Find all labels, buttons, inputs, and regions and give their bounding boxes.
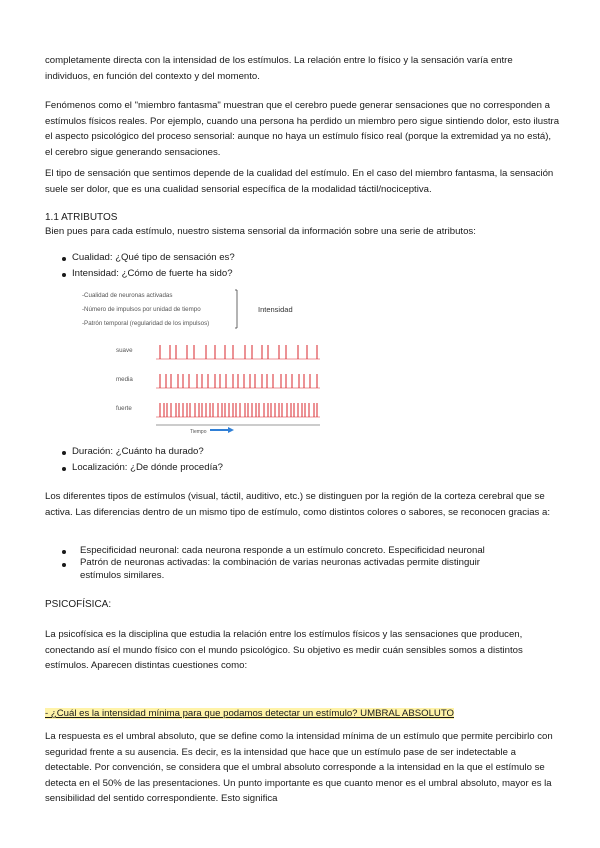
paragraph-sensation-quality: El tipo de sensación que sentimos depende de la cualidad del estímulo. En el caso del miembro fantasma, la sensación suele ser dolor, que es una cualidad sensorial específica de la modalidad táctil/nociceptiva. (45, 168, 554, 195)
arrow-head-icon (228, 427, 234, 433)
intensity-coding-figure (80, 287, 325, 439)
bullet-dot (62, 467, 66, 471)
highlighted-question: - ¿Cuál es la intensidad mínima para que podamos detectar un estímulo? UMBRAL ABSOLUTO (45, 708, 454, 719)
figure-list-item-1: -Cualidad de neuronas activadas (82, 292, 173, 299)
attribute-duration: Duración: ¿Cuánto ha durado? (72, 446, 204, 457)
bullet-dot (62, 273, 66, 277)
row-label-soft: suave (116, 347, 133, 354)
bullet-dot (62, 550, 66, 554)
paragraph-umbral-absoluto: La respuesta es el umbral absoluto, que se define como la intensidad mínima de un estímulo que permite percibirlo con seguridad frente a su ausencia. Es decir, es la intensidad que hace que un estímulo pase de ser indetectable a detectable. Por convención, se considera que el umbral absoluto corresponde a la intensidad en la que el estímulo se detecta en el 50% de las presentaciones. Un punto importante es que cuanto menor es el umbral absoluto, mayor es la sensibilidad del sentido correspondiente. Esto significa (45, 731, 553, 805)
spike-train-strong (160, 403, 317, 417)
attribute-quality: Cualidad: ¿Qué tipo de sensación es? (72, 252, 235, 263)
question-umbral-absoluto (45, 707, 454, 721)
spike-train-medium (160, 374, 317, 388)
paragraph-psicofisica: La psicofísica es la disciplina que estudia la relación entre los estímulos físicos y las sensaciones que producen, conectando así el mundo físico con el mundo psicológico. Su objetivo es medir cuán sensibles somos a distintos estímulos. Aparecen distintas cuestiones como: (45, 629, 523, 672)
figure-list-item-3: -Patrón temporal (regularidad de los impulsos) (82, 320, 210, 327)
row-label-strong: fuerte (116, 405, 132, 412)
paragraph-stimulus-types: Los diferentes tipos de estímulos (visual, táctil, auditivo, etc.) se distinguen por la región de la corteza cerebral que se activa. Las diferencias dentro de un mismo tipo de estímulo, como distintos colores o sabores, se reconocen gracias a: (45, 491, 550, 518)
bullet-dot (62, 257, 66, 261)
time-axis-label: Tiempo (190, 429, 207, 435)
paragraph-phantom-limb: Fenómenos como el "miembro fantasma" muestran que el cerebro puede generar sensaciones que no corresponden a estímulos físicos reales. Por ejemplo, cuando una persona ha perdido un miembro pero sigue sintiendo dolor, esto ilustra el aspecto psicológico del proceso sensorial: aunque no haya un estímulo físico real (porque la extremidad ya no está), el cerebro sigue generando sensaciones. (45, 100, 560, 158)
specificity-item-neuronal: Especificidad neuronal: cada neurona responde a un estímulo concreto. Especificidad neuronal (80, 545, 485, 556)
attribute-intensity: Intensidad: ¿Cómo de fuerte ha sido? (72, 268, 233, 279)
specificity-item-pattern: Patrón de neuronas activadas: la combinación de varias neuronas activadas permite distinguir estímulos similares. (80, 557, 480, 581)
bullet-dot (62, 563, 66, 567)
row-label-medium: media (116, 376, 133, 383)
figure-list-item-2: -Número de impulsos por unidad de tiempo (82, 306, 201, 313)
section-heading-psicofisica: PSICOFÍSICA: (45, 599, 112, 610)
bullet-dot (62, 451, 66, 455)
spike-train-diagram (80, 287, 325, 439)
figure-intensity-label: Intensidad (258, 305, 293, 314)
spike-train-soft (160, 345, 317, 359)
paragraph-intro: completamente directa con la intensidad de los estímulos. La relación entre lo físico y la sensación varía entre individuos, en función del contexto y del momento. (45, 55, 513, 82)
attribute-location: Localización: ¿De dónde procedía? (72, 462, 223, 473)
section-heading-atributos: 1.1 ATRIBUTOS (45, 212, 118, 223)
paragraph-atributos-intro: Bien pues para cada estímulo, nuestro sistema sensorial da información sobre una serie de atributos: (45, 226, 476, 237)
